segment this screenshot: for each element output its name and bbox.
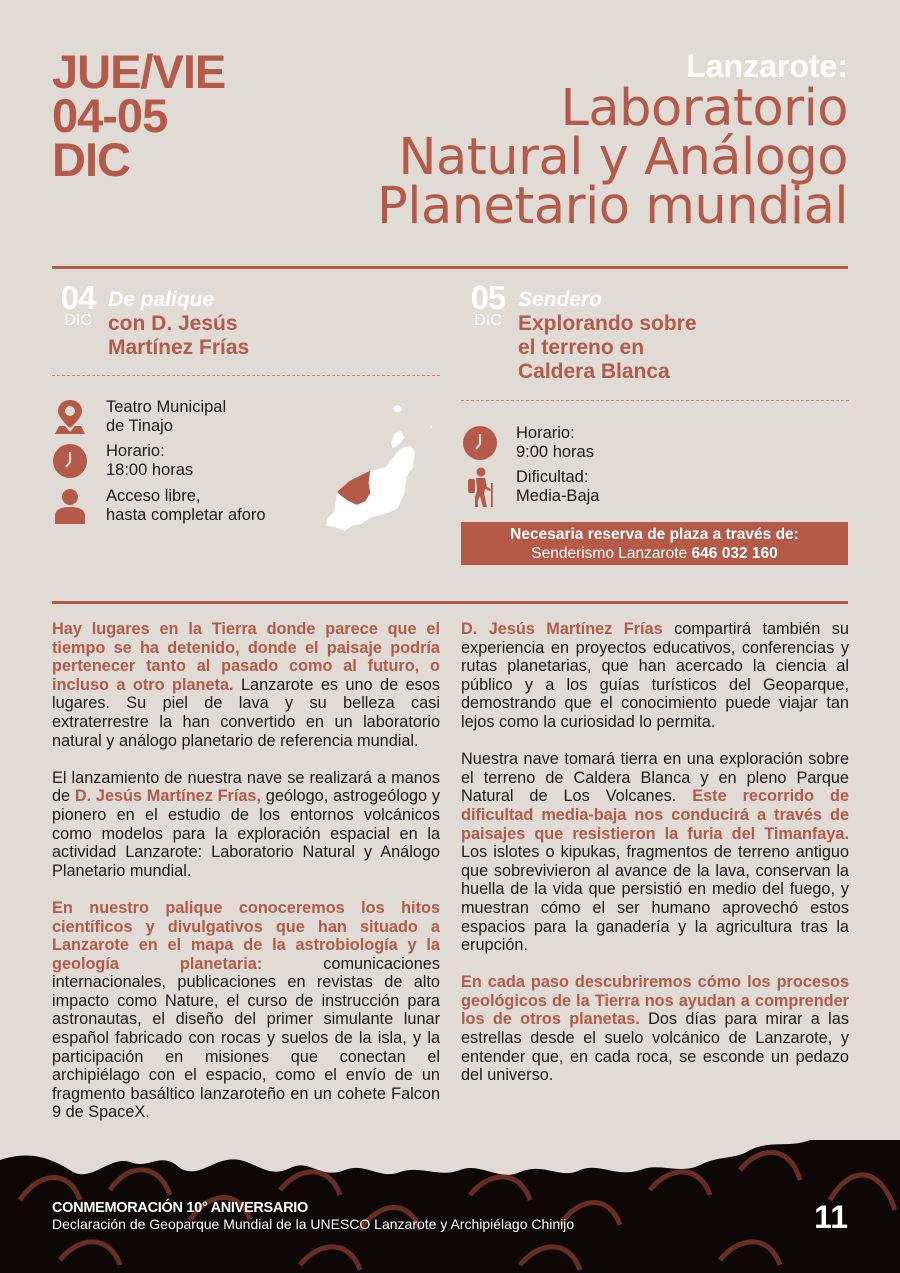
footer-title: CONMEMORACIÓN 10° ANIVERSARIO bbox=[52, 1200, 308, 1216]
info-line: Acceso libre, bbox=[106, 487, 201, 505]
event-month: DIC bbox=[64, 312, 92, 329]
reservation-phone[interactable]: 646 032 160 bbox=[691, 545, 778, 562]
info-line: Media-Baja bbox=[516, 487, 600, 505]
dashed-divider bbox=[52, 375, 440, 376]
event-kind: Sendero bbox=[518, 288, 603, 311]
title-line: Natural y Análogo bbox=[398, 128, 848, 187]
info-time bbox=[52, 442, 193, 480]
event-palique bbox=[52, 279, 452, 364]
hiker-icon bbox=[462, 469, 498, 505]
paragraph bbox=[52, 620, 440, 750]
info-line: de Tinajo bbox=[106, 417, 173, 435]
event-title-line: Martínez Frías bbox=[108, 336, 250, 359]
info-line: hasta completar aforo bbox=[106, 506, 266, 524]
clock-icon bbox=[462, 425, 498, 461]
dashed-divider bbox=[461, 400, 849, 401]
event-title-line: Explorando sobre bbox=[518, 312, 697, 335]
title-line: Laboratorio bbox=[560, 79, 848, 138]
highlight-text: En cada paso descubriremos cómo los procesos geológicos de la Tierra nos ayudan a comprender los de otros planetas. bbox=[461, 973, 849, 1029]
highlight-text: D. Jesús Martínez Frías bbox=[461, 620, 663, 638]
info-line: Teatro Municipal bbox=[106, 398, 227, 416]
paragraph bbox=[461, 750, 849, 955]
info-line: 18:00 horas bbox=[106, 461, 194, 479]
body-text: El lanzamiento de nuestra nave se realizará a manos de bbox=[52, 768, 440, 806]
event-dates bbox=[52, 45, 226, 186]
event-date bbox=[52, 279, 104, 330]
title-prefix: Lanzarote: bbox=[686, 48, 848, 84]
event-title-line: con D. Jesús bbox=[108, 312, 238, 335]
reservation-provider: Senderismo Lanzarote bbox=[531, 545, 688, 562]
title-line: Planetario mundial bbox=[377, 177, 848, 236]
highlight-text: Este recorrido de dificultad media-baja nos conducirá a través de paisajes que resistieron la furia del Timanfaya. bbox=[461, 787, 849, 843]
page-title bbox=[377, 48, 848, 236]
location-pin-icon bbox=[52, 399, 88, 435]
footer-subtitle: Declaración de Geoparque Mundial de la UNESCO Lanzarote y Archipiélago Chinijo bbox=[52, 1216, 575, 1232]
reservation-banner bbox=[461, 522, 848, 565]
info-time bbox=[462, 424, 594, 462]
event-kind: De palique bbox=[108, 288, 215, 311]
event-month: DIC bbox=[474, 312, 502, 329]
date-month: DIC bbox=[52, 133, 130, 186]
paragraph bbox=[461, 620, 849, 732]
clock-icon bbox=[52, 443, 88, 479]
event-date bbox=[462, 279, 514, 330]
event-title-line: el terreno en bbox=[518, 336, 645, 359]
info-line: Dificultad: bbox=[516, 468, 589, 486]
event-sendero bbox=[462, 279, 862, 384]
section-divider bbox=[52, 601, 848, 604]
body-text: Lanzarote es uno de esos lugares. Su piel de lava y su belleza casi extraterrestre la han convertido en un laboratorio natural y análogo planetario de referencia mundial. bbox=[52, 675, 440, 750]
page-number: 11 bbox=[814, 1199, 848, 1235]
event-title-line: Caldera Blanca bbox=[518, 360, 670, 383]
body-text: Nuestra nave tomará tierra en una exploración sobre el terreno de Caldera Blanca y en pleno Parque Natural de Los Volcanes. bbox=[461, 750, 849, 806]
info-line: 9:00 horas bbox=[516, 443, 594, 461]
paragraph bbox=[52, 769, 440, 881]
highlight-text: En nuestro palique conoceremos los hitos científicos y divulgativos que han situado a Lanzarote en el mapa de la astrobiología y la geología planetaria: bbox=[52, 898, 440, 973]
body-text: Dos días para mirar a las estrellas desde el suelo volcánico de Lanzarote, y entender que, en cada roca, se esconde un pedazo del universo. bbox=[461, 1010, 849, 1085]
event-day: 05 bbox=[470, 279, 506, 316]
body-text: Los islotes o kipukas, fragmentos de terreno antiguo que sobrevivieron al avance de la lava, conservan la huella de la vida que persistió en medio del fuego, y muestran cómo el ser humano aprovechó estos espacios para la ganadería y la agricultura tras la erupción. bbox=[461, 843, 849, 955]
paragraph bbox=[461, 973, 849, 1085]
info-line: Horario: bbox=[106, 442, 165, 460]
highlight-text: Hay lugares en la Tierra donde parece que el tiempo se ha detenido, donde el paisaje podría pertenecer tanto al pasado como al futuro, o incluso a otro planeta. bbox=[52, 620, 440, 694]
reservation-label: Necesaria reserva de plaza a través de: bbox=[510, 526, 799, 543]
header-divider bbox=[52, 266, 848, 269]
body-text: compartirá también su experiencia en proyectos educativos, conferencias y rutas planetarias, que han acercado la ciencia al público y a los guías turísticos del Geoparque, demostrando que el conocimiento puede viajar tan lejos como la curiosidad lo permita. bbox=[461, 620, 849, 731]
event-day: 04 bbox=[60, 279, 96, 316]
highlight-text: D. Jesús Martínez Frías, bbox=[74, 787, 262, 806]
lanzarote-map bbox=[312, 390, 432, 570]
body-text: comunicaciones internacionales, publicaciones en revistas de alto impacto como Nature, el curso de instrucción para astronautas, el diseño del primer simulante lunar español fabricado con rocas y suelos de la isla, y la participación en misiones que conectan el archipiélago con el espacio, como el envío de un fragmento basáltico lanzaroteño en un cohete Falcon 9 de SpaceX. bbox=[52, 954, 440, 1122]
footer-text bbox=[52, 1200, 574, 1232]
info-difficulty bbox=[462, 468, 599, 506]
info-venue bbox=[52, 398, 226, 436]
paragraph bbox=[52, 899, 440, 1122]
date-weekdays: JUE/VIE bbox=[52, 45, 226, 98]
date-days: 04-05 bbox=[52, 89, 168, 142]
info-access bbox=[52, 487, 266, 525]
info-line: Horario: bbox=[516, 424, 575, 442]
body-column-right bbox=[461, 620, 849, 1103]
body-column-left bbox=[52, 620, 440, 1141]
body-text: geólogo, astrogeólogo y pionero en el estudio de los entornos volcánicos como modelos para la exploración espacial en la actividad Lanzarote: Laboratorio Natural y Análogo Planetario mundial. bbox=[52, 787, 440, 880]
person-icon bbox=[52, 488, 88, 524]
